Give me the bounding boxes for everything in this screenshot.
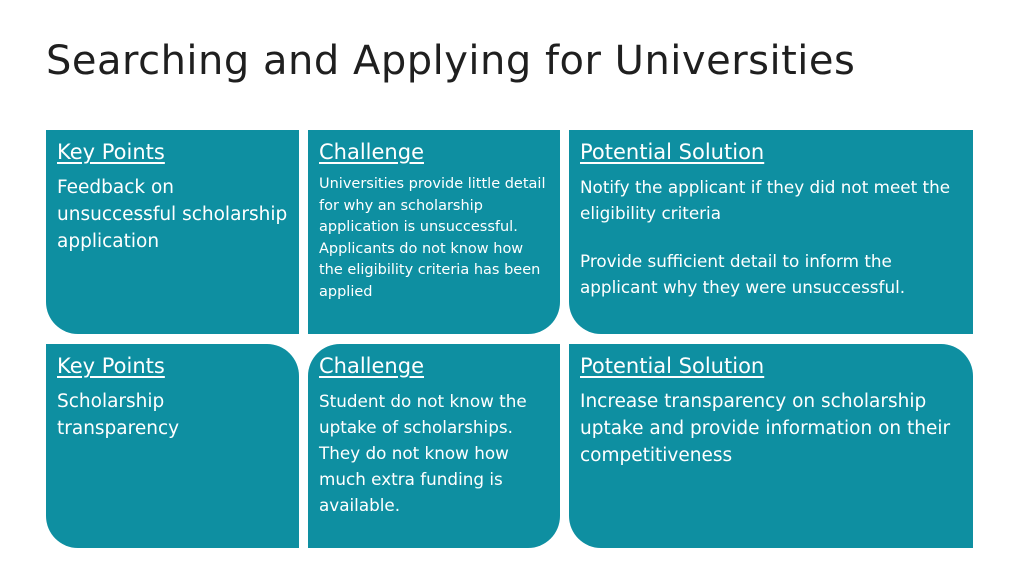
challenge-heading: Challenge [319,354,424,378]
key-points-card-1 [46,130,299,334]
solution-card-2 [569,344,973,548]
solution-heading: Potential Solution [580,140,765,164]
key-points-text: Feedback on unsuccessful scholarship application [57,177,288,252]
solution-text [580,174,962,300]
key-points-card-2 [46,344,299,548]
slide-title: Searching and Applying for Universities [46,38,856,84]
solution-heading: Potential Solution [580,354,765,378]
challenge-card-2 [308,344,560,548]
key-points-text: Scholarship transparency [57,391,180,439]
solution-paragraph: Increase transparency on scholarship uptake and provide information on their competitiveness [580,391,951,466]
key-points-heading: Key Points [57,354,165,378]
solution-card-1 [569,130,973,334]
challenge-text: Student do not know the uptake of scholarships. They do not know how much extra funding is available. [319,391,527,515]
key-points-heading: Key Points [57,140,165,164]
challenge-card-1 [308,130,560,334]
challenge-heading: Challenge [319,140,424,164]
solution-paragraph: Provide sufficient detail to inform the applicant why they were unsuccessful. [580,251,906,297]
solution-paragraph: Notify the applicant if they did not meet the eligibility criteria [580,177,951,223]
challenge-text: Universities provide little detail for why an scholarship application is unsuccessful. Applicants do not know how the eligibility criteria has been applied [319,176,546,300]
solution-text [580,388,962,469]
